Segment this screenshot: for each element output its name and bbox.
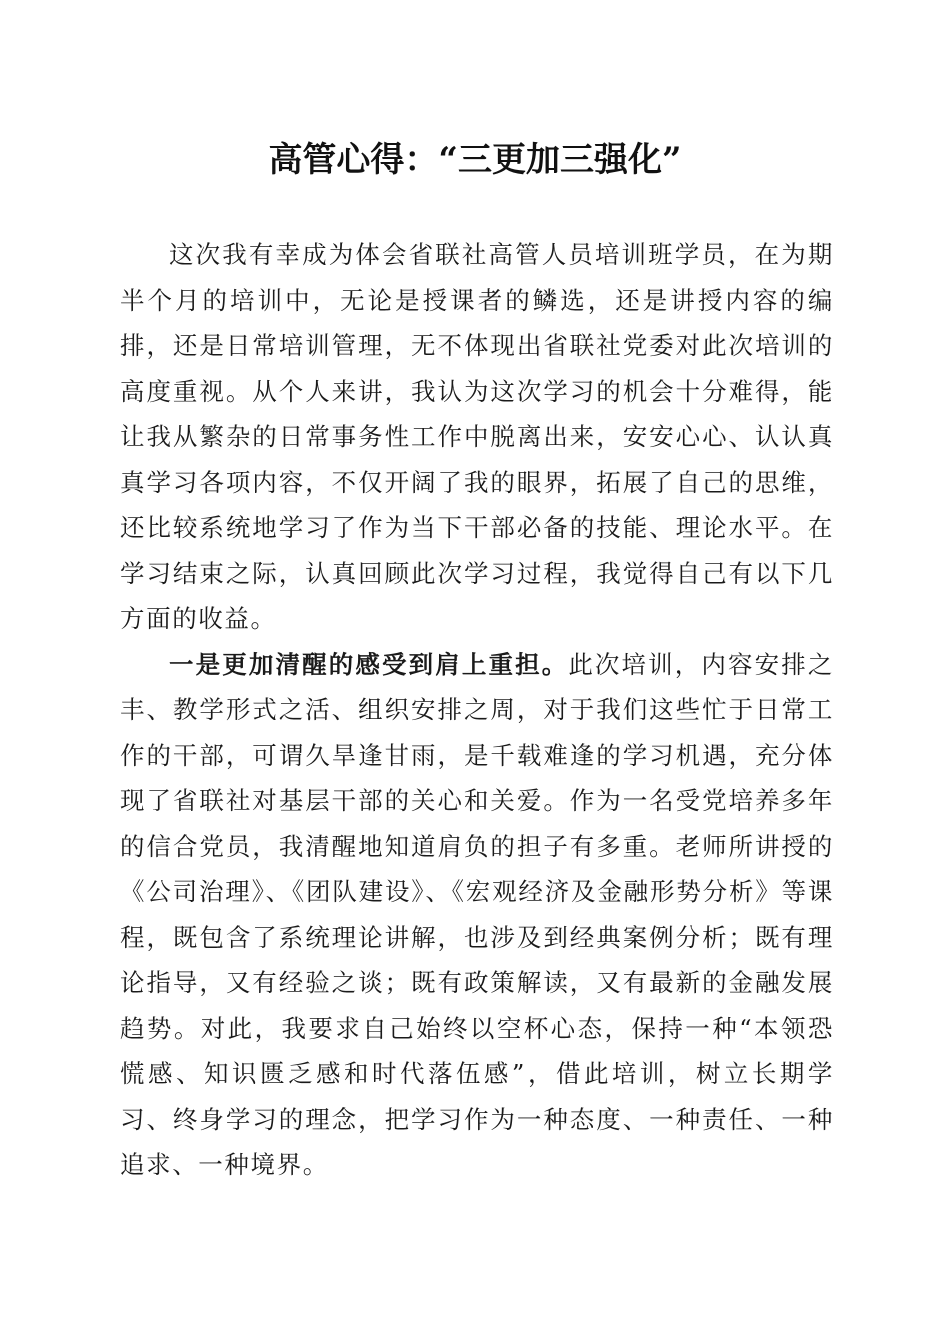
paragraph-text: 这次我有幸成为体会省联社高管人员培训班学员，在为期半个月的培训中，无论是授课者的鳞选，还是讲授内容的编排，还是日常培训管理，无不体现出省联社党委对此次培训的高度重视。从个人来讲，我认为这次学习的机会十分难得，能让我从繁杂的日常事务性工作中脱离出来，安安心心、认认真真学习各项内容，不仅开阔了我的眼界，拓展了自己的思维，还比较系统地学习了作为当下干部必备的技能、理论水平。在学习结束之际，认真回顾此次学习过程，我觉得自己有以下几方面的收益。: [120, 240, 834, 633]
paragraph-point-one: [120, 642, 834, 1188]
paragraph-intro: [120, 232, 834, 642]
document-title: 高管心得：“三更加三强化”: [268, 140, 682, 180]
paragraph-lead: 一是更加清醒的感受到肩上重担。: [169, 649, 569, 679]
paragraph-text: 此次培训，内容安排之丰、教学形式之活、组织安排之周，对于我们这些忙于日常工作的干部，可谓久旱逢甘雨，是千载难逢的学习机遇，充分体现了省联社对基层干部的关心和关爱。作为一名受党培养多年的信合党员，我清醒地知道肩负的担子有多重。老师所讲授的《公司治理》、《团队建设》、《宏观经济及金融形势分析》等课程，既包含了系统理论讲解，也涉及到经典案例分析；既有理论指导，又有经验之谈；既有政策解读，又有最新的金融发展趋势。对此，我要求自己始终以空杯心态，保持一种“本领恐慌感、知识匮乏感和时代落伍感”，借此培训，树立长期学习、终身学习的理念，把学习作为一种态度、一种责任、一种追求、一种境界。: [120, 649, 834, 1179]
document-body: [120, 232, 834, 1188]
